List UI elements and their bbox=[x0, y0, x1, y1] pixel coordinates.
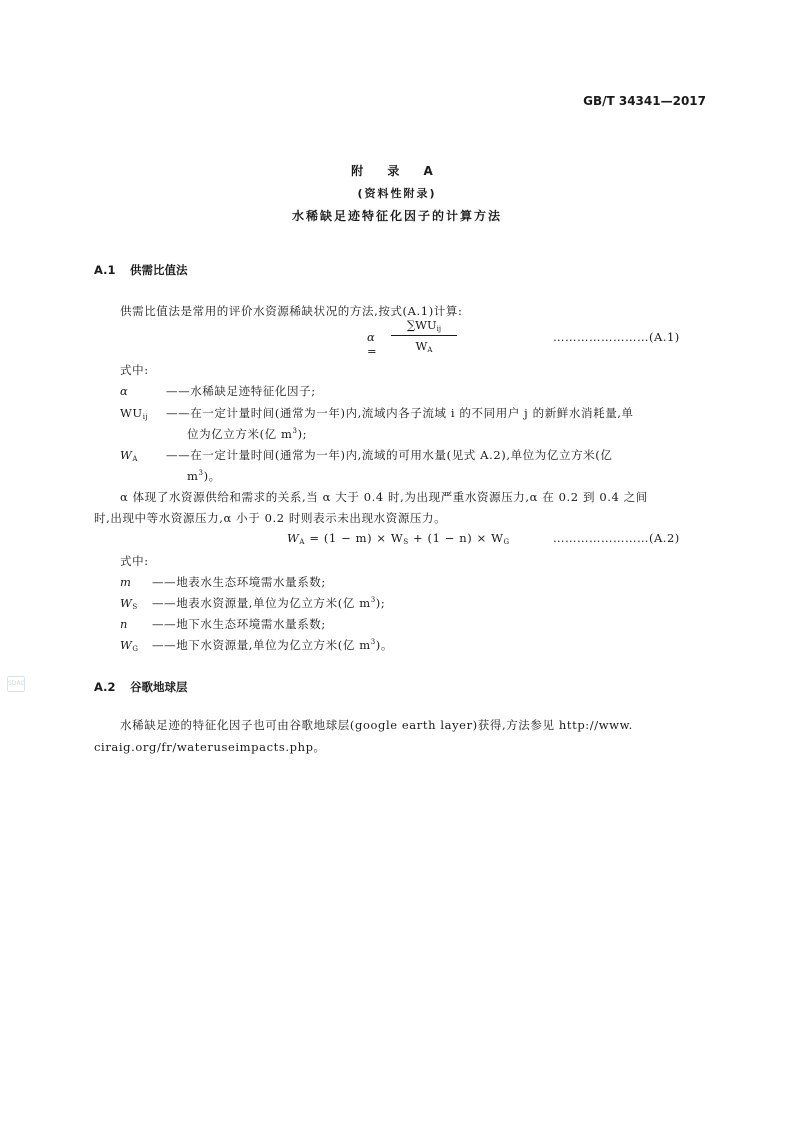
a2-line2: ciraig.org/fr/wateruseimpacts.php。 bbox=[94, 740, 326, 754]
def-wuij-cont: 位为亿立方米(亿 $m^3$); bbox=[187, 427, 308, 441]
a2-line1: 水稀缺足迹的特征化因子也可由谷歌地球层(google earth layer)获得,方法参见 http://www. bbox=[120, 718, 633, 732]
def-ws: $W_S$ ——地表水资源量,单位为亿立方米(亿 $m^3$); bbox=[120, 596, 386, 611]
def-wg: $W_G$ ——地下水资源量,单位为亿立方米(亿 $m^3$)。 bbox=[120, 638, 393, 653]
formula-a2: $W_A = (1 - m) \times W_S + (1 - n) \times W_G$ bbox=[287, 531, 510, 546]
equation-number-a2: ……………………(A.2) bbox=[553, 531, 680, 545]
appendix-type: (资料性附录) bbox=[357, 187, 437, 200]
section-title: 供需比值法 bbox=[130, 263, 188, 277]
where-label-2: 式中: bbox=[120, 554, 149, 568]
section-number: A.1 bbox=[94, 263, 116, 277]
a1-intro: 供需比值法是常用的评价水资源稀缺状况的方法,按式(A.1)计算: bbox=[120, 304, 463, 318]
appendix-title: 附 录 A bbox=[351, 164, 443, 178]
def-wa: $W_A$ ——在一定计量时间(通常为一年)内,流域的可用水量(见式 A.2),单位为亿立方米(亿 bbox=[120, 448, 613, 463]
standard-number: GB/T 34341—2017 bbox=[583, 94, 706, 108]
section-number: A.2 bbox=[94, 680, 116, 694]
watermark-stamp: SDAC bbox=[7, 676, 25, 692]
section-a2-heading bbox=[94, 679, 188, 695]
formula-denominator: $W_A$ bbox=[415, 339, 433, 354]
def-alpha: α ——水稀缺足迹特征化因子; bbox=[120, 384, 316, 398]
where-label: 式中: bbox=[120, 363, 149, 377]
fraction-bar bbox=[391, 335, 457, 336]
section-a1-heading bbox=[94, 262, 188, 278]
def-m: m ——地表水生态环境需水量系数; bbox=[120, 575, 326, 589]
appendix-name: 水稀缺足迹特征化因子的计算方法 bbox=[291, 209, 502, 223]
formula-numerator: $\sum WU_{ij}$ bbox=[406, 318, 442, 333]
section-title: 谷歌地球层 bbox=[130, 680, 188, 694]
a1-para2-line2: 时,出现中等水资源压力,α 小于 0.2 时则表示未出现水资源压力。 bbox=[94, 511, 447, 525]
def-wuij: $WU_{ij}$ ——在一定计量时间(通常为一年)内,流域内各子流域 i 的不同用户 j 的新鲜水消耗量,单 bbox=[120, 406, 634, 421]
formula-lhs: α = bbox=[367, 330, 377, 358]
def-n: n ——地下水生态环境需水量系数; bbox=[120, 617, 326, 631]
def-wa-cont: $m^3$)。 bbox=[187, 469, 221, 483]
a1-para2-line1: α 体现了水资源供给和需求的关系,当 α 大于 0.4 时,为出现严重水资源压力,α 在 0.2 到 0.4 之间 bbox=[120, 490, 648, 504]
equation-number-a1: ……………………(A.1) bbox=[553, 330, 680, 344]
